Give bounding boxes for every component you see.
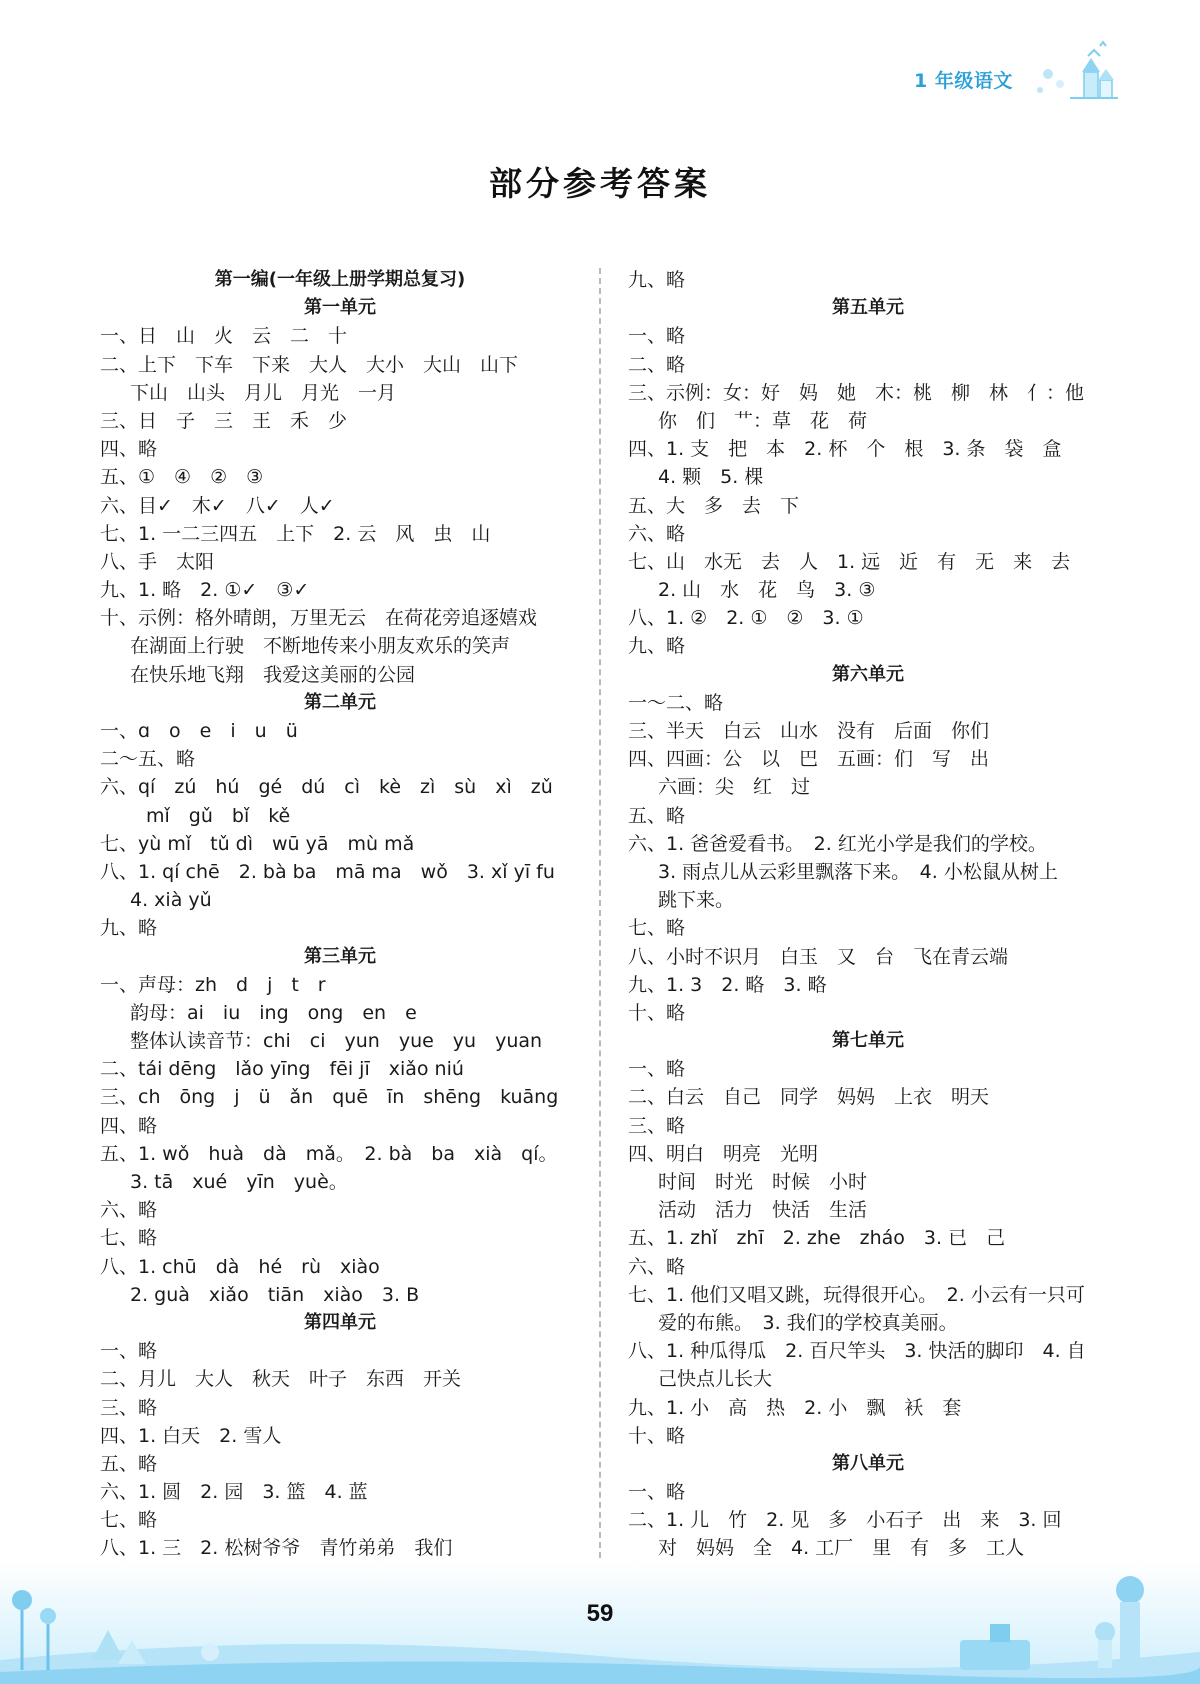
answer-line: 二、tái dēng lǎo yīng fēi jī xiǎo niú [100, 1058, 464, 1081]
answer-line: 五、1. wǒ huà dà mǎ。 2. bà ba xià qí。 [100, 1142, 558, 1165]
answer-line-continued: 3. 雨点儿从云彩里飘落下来。 4. 小松鼠从树上 [658, 860, 1058, 883]
left-answer-column [100, 266, 580, 1563]
answer-line: 一、声母：zh d j t r [100, 973, 326, 996]
answer-line: 二、略 [628, 353, 686, 376]
answer-line-continued: 六画：尖 红 过 [658, 776, 811, 799]
answer-line: 七、1. 一二三四五 上下 2. 云 风 虫 山 [100, 522, 491, 545]
right-answer-column [628, 266, 1108, 1591]
section-heading: 第一单元 [304, 297, 376, 319]
answer-line: 四、1. 白天 2. 雪人 [100, 1424, 282, 1447]
answer-line: 七、略 [628, 917, 686, 940]
answer-line-continued: 时间 时光 时候 小时 [658, 1171, 868, 1193]
answer-line: 六、略 [628, 1255, 686, 1278]
answer-line: 九、略 [100, 917, 158, 940]
answer-line: 六、略 [628, 522, 686, 545]
answer-line: 八、1. qí chē 2. bà ba mā ma wǒ 3. xǐ yī fu [100, 860, 555, 883]
answer-line-continued: 3. tā xué yīn yuè。 [130, 1171, 348, 1193]
section-heading: 第五单元 [832, 297, 904, 319]
answer-line: 二、1. 儿 竹 2. 见 多 小石子 出 来 3. 回 [628, 1509, 1062, 1532]
section-heading: 第四单元 [304, 1311, 376, 1333]
answer-line: 五、1. zhǐ zhī 2. zhe zháo 3. 已 己 [628, 1227, 1006, 1250]
answer-line-continued: 对 妈妈 全 4. 工厂 里 有 多 工人 [658, 1537, 1025, 1560]
answer-line: 六、略 [100, 1199, 158, 1222]
answer-line: 五、略 [628, 804, 686, 827]
answer-line-continued: 己快点儿长大 [658, 1368, 773, 1391]
answer-line: 八、小时不识月 白玉 又 台 飞在青云端 [628, 945, 1009, 968]
answer-line: 四、略 [100, 438, 158, 461]
answer-line: 一、日 山 火 云 二 十 [100, 325, 348, 348]
answer-line-continued: 你 们 艹：草 花 荷 [658, 409, 868, 432]
answer-line: 五、① ④ ② ③ [100, 466, 264, 489]
answer-line: 二、月儿 大人 秋天 叶子 东西 开关 [100, 1368, 462, 1391]
answer-line: 二、白云 自己 同学 妈妈 上衣 明天 [628, 1086, 990, 1109]
answer-line: 八、1. 三 2. 松树爷爷 青竹弟弟 我们 [100, 1537, 453, 1560]
section-heading: 第七单元 [832, 1030, 904, 1052]
answer-line: 十、示例：格外晴朗，万里无云 在荷花旁追逐嬉戏 [100, 607, 538, 630]
section-heading: 第八单元 [832, 1452, 904, 1474]
answer-line: 一、略 [628, 325, 686, 348]
answer-line: 七、1. 他们又唱又跳，玩得很开心。 2. 小云有一只可 [628, 1283, 1085, 1306]
answer-line-continued: 下山 山头 月儿 月光 一月 [130, 381, 397, 404]
answer-line: 二～五、略 [100, 748, 196, 771]
answer-line: 一、略 [628, 1058, 686, 1081]
answer-line: 十、略 [628, 1424, 686, 1447]
answer-line: 五、略 [100, 1452, 158, 1475]
answer-line: 三、略 [628, 1114, 686, 1137]
answer-line: 三、ch ōng j ü ǎn quē īn shēng kuāng [100, 1086, 559, 1109]
answer-line: 八、1. 种瓜得瓜 2. 百尺竿头 3. 快活的脚印 4. 自 [628, 1340, 1086, 1363]
answer-line-continued: 4. xià yǔ [130, 889, 212, 912]
answer-line: 三、示例：女：好 妈 她 木：桃 柳 林 亻：他 [628, 381, 1085, 404]
answer-line-continued: mǐ gǔ bǐ kě [146, 804, 291, 827]
section-heading: 第一编(一年级上册学期总复习) [214, 269, 466, 290]
answer-line: 九、略 [628, 269, 686, 291]
page-title: 部分参考答案 [489, 164, 711, 203]
answer-line: 十、略 [628, 1001, 686, 1024]
answer-line: 一～二、略 [628, 691, 724, 714]
answer-line-continued: 2. guà xiǎo tiān xiào 3. B [130, 1283, 420, 1306]
answer-line: 八、1. ② 2. ① ② 3. ① [628, 607, 864, 630]
answer-line: 九、略 [628, 635, 686, 658]
answer-line: 一、ɑ o e i u ü [100, 720, 298, 742]
answer-line-continued: 韵母：ai iu ing ong en e [130, 1001, 417, 1024]
answer-line: 三、日 子 三 王 禾 少 [100, 409, 348, 432]
answer-line: 七、略 [100, 1227, 158, 1250]
answer-line: 四、明白 明亮 光明 [628, 1142, 819, 1165]
answer-line-continued: 2. 山 水 花 鸟 3. ③ [658, 579, 876, 602]
answer-line: 三、略 [100, 1396, 158, 1419]
answer-line: 七、yù mǐ tǔ dì wū yā mù mǎ [100, 832, 415, 855]
answer-line: 五、大 多 去 下 [628, 494, 800, 517]
castle-decoration-icon [1030, 36, 1120, 106]
section-heading: 第六单元 [832, 663, 904, 685]
answer-line: 六、目✓ 木✓ 八✓ 人✓ [100, 494, 335, 517]
answer-line: 四、四画：公 以 巴 五画：们 写 出 [628, 748, 990, 771]
section-heading: 第二单元 [304, 691, 376, 713]
page-number: 59 [586, 1600, 614, 1627]
answer-line: 一、略 [628, 1481, 686, 1504]
section-heading: 第三单元 [304, 945, 376, 967]
answer-line: 四、略 [100, 1114, 158, 1137]
answer-line-continued: 活动 活力 快活 生活 [658, 1199, 868, 1222]
answer-line: 九、1. 略 2. ①✓ ③✓ [100, 579, 310, 602]
answer-line: 七、山 水无 去 人 1. 远 近 有 无 来 去 [628, 550, 1071, 573]
answer-line: 四、1. 支 把 本 2. 杯 个 根 3. 条 袋 盒 [628, 438, 1062, 461]
answer-line-continued: 整体认读音节：chi ci yun yue yu yuan [130, 1030, 543, 1053]
answer-line-continued: 在湖面上行驶 不断地传来小朋友欢乐的笑声 [130, 635, 511, 658]
answer-line: 七、略 [100, 1509, 158, 1532]
answer-line: 二、上下 下车 下来 大人 大小 大山 山下 [100, 353, 519, 376]
answer-line: 八、手 太阳 [100, 550, 215, 573]
column-divider [599, 268, 601, 1568]
answer-line: 六、qí zú hú gé dú cì kè zì sù xì zǔ [100, 776, 553, 799]
answer-line-continued: 跳下来。 [658, 889, 735, 912]
grade-subject-label: 1 年级语文 [914, 70, 1013, 92]
answer-line: 一、略 [100, 1340, 158, 1363]
answer-line: 六、1. 圆 2. 园 3. 篮 4. 蓝 [100, 1481, 368, 1504]
answer-line: 九、1. 小 高 热 2. 小 飘 袄 套 [628, 1396, 962, 1419]
answer-line-continued: 爱的布熊。 3. 我们的学校真美丽。 [658, 1311, 958, 1334]
answer-line: 三、半天 白云 山水 没有 后面 你们 [628, 720, 990, 742]
answer-line-continued: 在快乐地飞翔 我爱这美丽的公园 [130, 663, 416, 686]
answer-line-continued: 4. 颗 5. 棵 [658, 466, 764, 489]
answer-line: 六、1. 爸爸爱看书。 2. 红光小学是我们的学校。 [628, 832, 1047, 855]
answer-line: 八、1. chū dà hé rù xiào [100, 1255, 380, 1278]
answer-line: 九、1. 3 2. 略 3. 略 [628, 973, 827, 996]
